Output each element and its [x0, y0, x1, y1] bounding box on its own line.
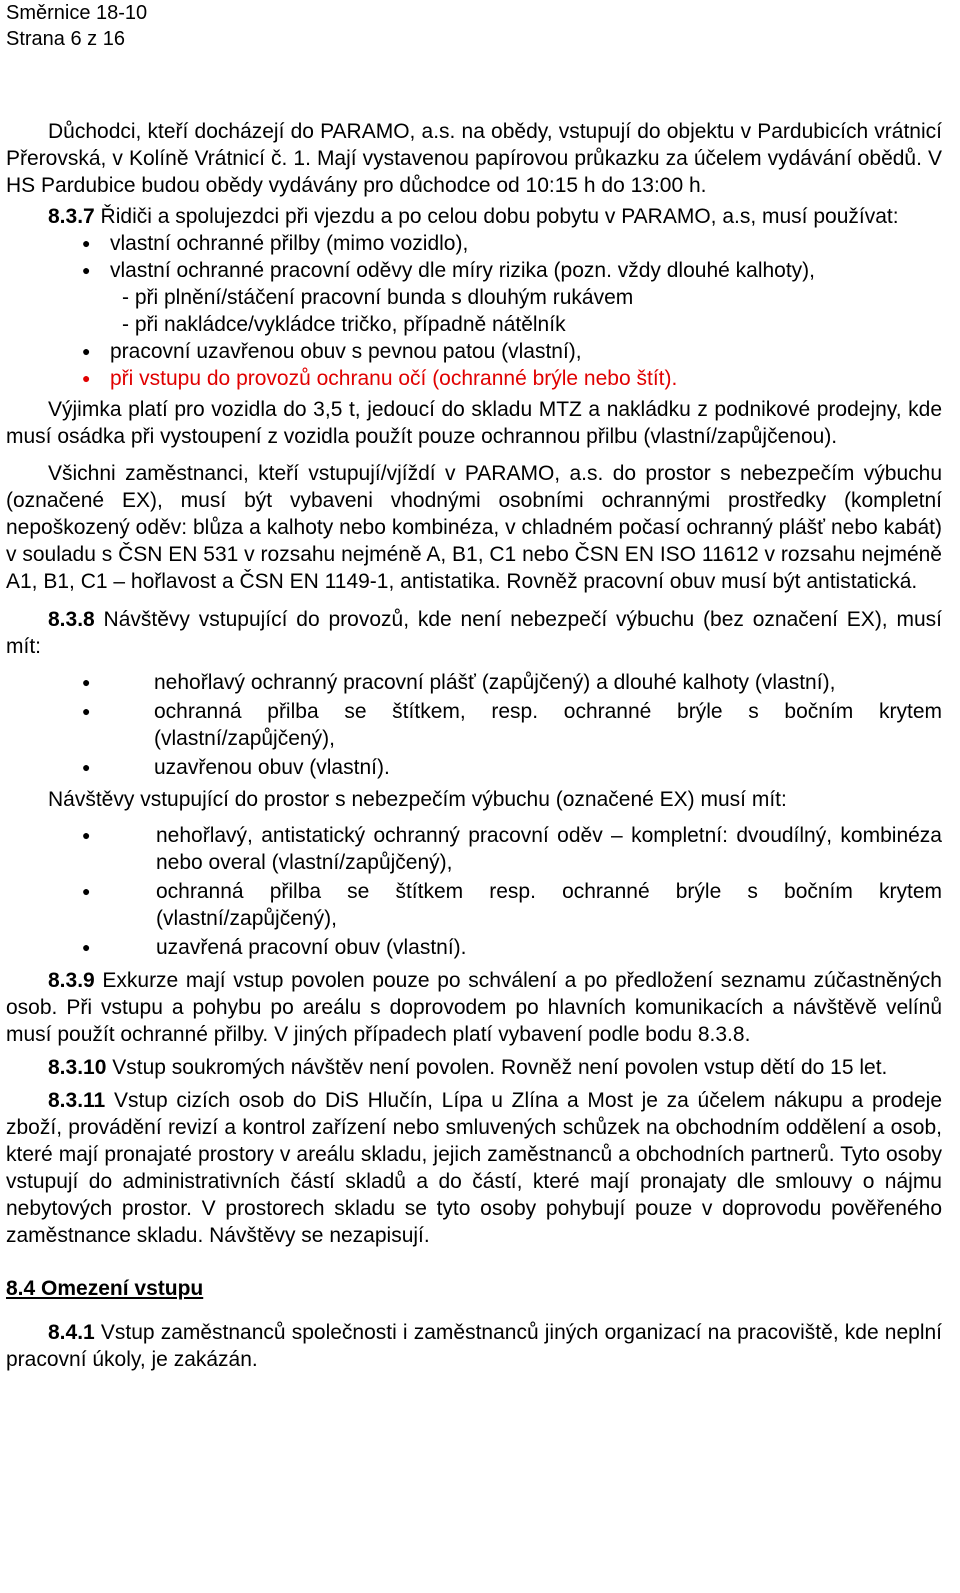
bullet-icon: ●	[82, 759, 91, 775]
section-8-3-7	[6, 203, 942, 230]
section-number: 8.4.1	[48, 1321, 95, 1344]
list-item: ● vlastní ochranné pracovní oděvy dle míry rizika (pozn. vždy dlouhé kalhoty),	[82, 259, 816, 282]
section-number: 8.3.8	[48, 608, 95, 631]
ex-visitors-intro: Návštěvy vstupující do prostor s nebezpečím výbuchu (označené EX) musí mít:	[48, 788, 787, 811]
section-8-4-1	[6, 1319, 942, 1373]
bullet-icon: ●	[82, 827, 91, 843]
ex-zone-paragraph: Všichni zaměstnanci, kteří vstupují/vjíždí v PARAMO, a.s. do prostor s nebezpečím výbuchu (označené EX), musí být vybaveni vhodnými osobními ochrannými prostředky (kompletní nepoškozený oděv: blůza a kalhoty nebo kombinéza, v chladném počasí ochranný plášť nebo kabát) v souladu s ČSN EN 531 v rozsahu nejméně A, B1, C1 nebo ČSN EN ISO 11612 v rozsahu nejméně A1, B1, C1 – hořlavost a ČSN EN 1149-1, antistatika. Rovněž pracovní obuv musí být antistatická.	[6, 462, 942, 593]
list-item: ● uzavřená pracovní obuv (vlastní).	[82, 936, 467, 959]
page-header	[6, 0, 147, 52]
bullet-icon: ●	[82, 703, 91, 719]
list-item: ● pracovní uzavřenou obuv s pevnou patou (vlastní),	[82, 340, 582, 363]
list-item-highlighted: ● při vstupu do provozů ochranu očí (ochranné brýle nebo štít).	[82, 367, 678, 390]
list-item: ● ochranná přilba se štítkem, resp. ochranné brýle s bočním krytem (vlastní/zapůjčený),	[82, 700, 942, 750]
bullet-icon: ●	[82, 235, 91, 251]
bullet-icon: ●	[82, 262, 91, 278]
driver-equipment-list	[6, 230, 942, 392]
section-text: Vstup soukromých návštěv není povolen. Rovněž není povolen vstup dětí do 15 let.	[106, 1056, 888, 1079]
exception-paragraph: Výjimka platí pro vozidla do 3,5 t, jedoucí do skladu MTZ a nakládku z podnikové prodejny, kde musí osádka při vystoupení z vozidla použít pouze ochrannou přilbu (vlastní/zapůjčenou).	[6, 398, 942, 448]
bullet-icon: ●	[82, 370, 91, 386]
bullet-icon: ●	[82, 939, 91, 955]
bullet-icon: ●	[82, 674, 91, 690]
list-item: ● nehořlavý ochranný pracovní plášť (zapůjčený) a dlouhé kalhoty (vlastní),	[82, 671, 836, 694]
bullet-icon: ●	[82, 343, 91, 359]
section-text: Exkurze mají vstup povolen pouze po schválení a po předložení seznamu zúčastněných osob. Při vstupu a pohybu po areálu s doprovodem po hlavních komunikacích a návštěvě velínů musí použít ochranné přilby. V jiných případech platí vybavení podle bodu 8.3.8.	[6, 969, 942, 1046]
section-number: 8.3.11	[48, 1089, 106, 1112]
list-item: ● nehořlavý, antistatický ochranný pracovní oděv – kompletní: dvoudílný, kombinéza nebo overal (vlastní/zapůjčený),	[82, 824, 942, 874]
section-text: Vstup cizích osob do DiS Hlučín, Lípa u Zlína a Most je za účelem nákupu a prodeje zboží, provádění revizí a kontrol zařízení nebo smluvených schůzek na obchodním oddělení a osob, které mají pronajaté prostory v areálu skladu, jejich zaměstnanců a obchodních partnerů. Tyto osoby vstupují do administrativních částí skladů a do částí, které mají pronajaty dle smlouvy o nájmu nebytových prostor. V prostorech skladu se tyto osoby pohybují pouze v doprovodu pověřeného zaměstnance skladu. Návštěvy se nezapisují.	[6, 1089, 942, 1247]
page-number: Strana 6 z 16	[6, 28, 125, 50]
section-heading-8-4: 8.4 Omezení vstupu	[6, 1277, 204, 1300]
section-8-3-10	[6, 1054, 942, 1081]
bullet-icon: ●	[82, 883, 91, 899]
sub-item: - při nakládce/vykládce tričko, případně nátělník	[122, 313, 566, 336]
list-item: ● ochranná přilba se štítkem resp. ochranné brýle s bočním krytem (vlastní/zapůjčený),	[82, 880, 942, 930]
section-8-3-11	[6, 1087, 942, 1249]
section-number: 8.3.7	[48, 205, 95, 228]
section-number: 8.3.10	[48, 1056, 107, 1079]
document-id: Směrnice 18-10	[6, 2, 148, 24]
sub-item: - při plnění/stáčení pracovní bunda s dlouhým rukávem	[122, 286, 634, 309]
section-8-3-9	[6, 967, 942, 1048]
visitor-equipment-list	[6, 669, 942, 781]
section-number: 8.3.9	[48, 969, 95, 992]
section-text: Vstup zaměstnanců společnosti i zaměstnanců jiných organizací na pracoviště, kde neplní pracovní úkoly, je zakázán.	[6, 1321, 942, 1371]
document-body	[6, 118, 942, 1373]
pensioners-paragraph: Důchodci, kteří docházejí do PARAMO, a.s. na obědy, vstupují do objektu v Pardubicích vrátnicí Přerovská, v Kolíně Vrátnicí č. 1. Mají vystavenou papírovou průkazku za účelem vydávání obědů. V HS Pardubice budou obědy vydávány pro důchodce od 10:15 h do 13:00 h.	[6, 120, 942, 197]
list-item: ● uzavřenou obuv (vlastní).	[82, 756, 390, 779]
ex-visitor-equipment-list	[6, 822, 942, 961]
list-item: ● vlastní ochranné přilby (mimo vozidlo),	[82, 232, 469, 255]
section-text: Návštěvy vstupující do provozů, kde není nebezpečí výbuchu (bez označení EX), musí mít:	[6, 608, 942, 658]
section-text: Řidiči a spolujezdci při vjezdu a po celou dobu pobytu v PARAMO, a.s, musí používat:	[94, 205, 899, 228]
section-8-3-8	[6, 606, 942, 660]
